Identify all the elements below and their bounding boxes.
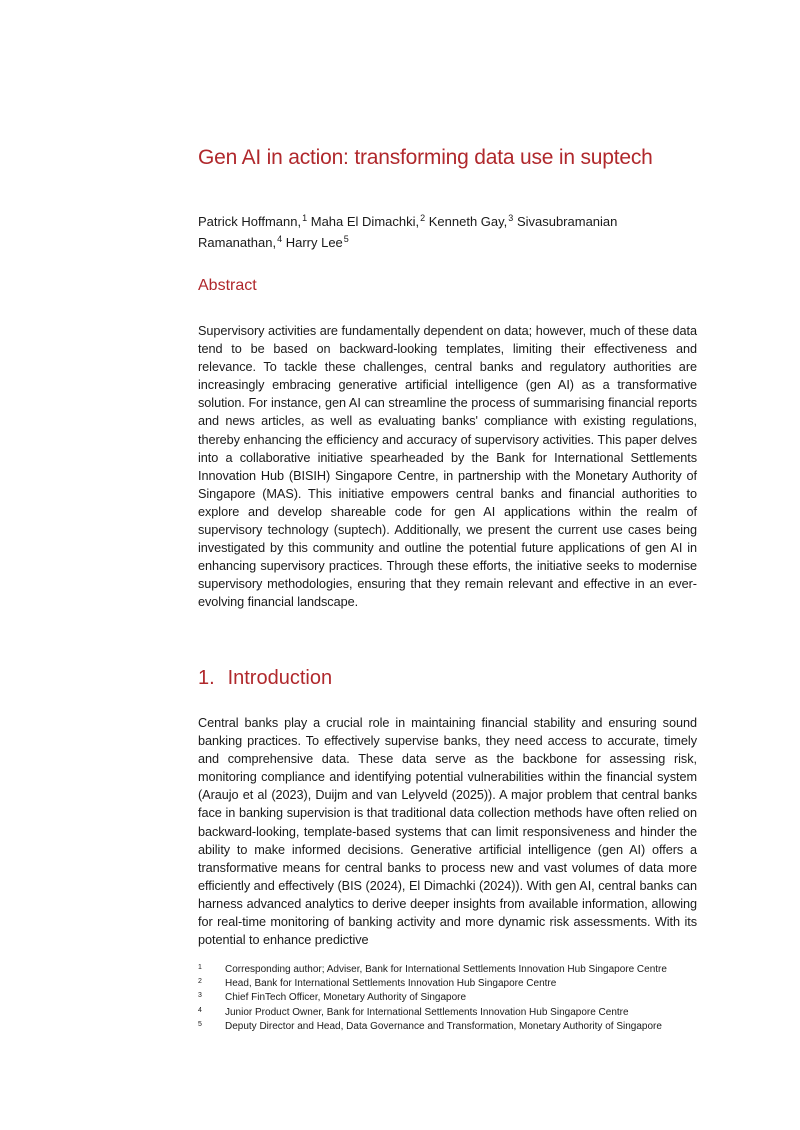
footnote-number: 2 — [198, 978, 202, 986]
author-footnote-mark: 1 — [302, 212, 308, 223]
footnote-number: 1 — [198, 964, 202, 971]
abstract-text: Supervisory activities are fundamentally dependent on data; however, much of these data tend to be based on backward-looking templates, limiting their effectiveness and relevance. To tackle these challenges, central banks and regulatory authorities are increasingly embracing generative artificial intelligence (gen AI) as a transformative solution. For instance, gen AI can streamline the process of summarising financial reports and news articles, as well as evaluating banks' compliance with existing regulations, thereby enhancing the efficiency and accuracy of supervisory activities. This paper delves into a collaborative initiative spearheaded by the Bank for International Settlements Innovation Hub (BISIH) Singapore Centre, in partnership with the Monetary Authority of Singapore (MAS). This initiative empowers central banks and financial authorities to explore and develop shareable code for gen AI applications within the realm of supervisory technology (suptech). Additionally, we present the current use cases being investigated by this community and outline the potential future applications of gen AI in enhancing supervisory practices. Through these efforts, the initiative seeks to modernise supervisory methodologies, ensuring that they remain relevant and effective in an ever-evolving financial landscape. — [198, 324, 697, 610]
footnote-number: 4 — [198, 1006, 202, 1014]
footnote-text: Corresponding author; Adviser, Bank for International Settlements Innovation Hub Singapore Centre — [225, 964, 667, 975]
footnote — [198, 963, 718, 977]
footnote-number: 3 — [198, 992, 202, 1000]
footnote — [198, 977, 718, 991]
footnote-text: Junior Product Owner, Bank for International Settlements Innovation Hub Singapore Centre — [225, 1006, 629, 1018]
author-name: Sivasubramanian Ramanathan, — [198, 214, 618, 250]
footnote — [198, 991, 718, 1005]
author-name: Patrick Hoffmann, — [198, 214, 302, 229]
paper-title: Gen AI in action: transforming data use in suptech — [198, 146, 653, 169]
author-footnote-mark: 2 — [420, 212, 426, 223]
author-list — [198, 211, 697, 253]
author-footnote-mark: 3 — [508, 212, 514, 223]
footnote-text: Deputy Director and Head, Data Governance and Transformation, Monetary Authority of Singapore — [225, 1020, 662, 1032]
footnote-text: Chief FinTech Officer, Monetary Authority of Singapore — [225, 992, 467, 1004]
section-title: Introduction — [227, 667, 333, 689]
footnote — [198, 1020, 718, 1034]
abstract-heading: Abstract — [198, 277, 257, 294]
author-name: Harry Lee — [285, 235, 343, 250]
section-number: 1. — [198, 667, 215, 689]
footnote-number: 5 — [198, 1020, 202, 1028]
section-heading-introduction — [198, 664, 332, 692]
author-name: Maha El Dimachki, — [310, 214, 420, 229]
author-footnote-mark: 4 — [277, 233, 283, 244]
footnote-text: Head, Bank for International Settlements Innovation Hub Singapore Centre — [225, 978, 557, 990]
footnote — [198, 1006, 718, 1020]
author-footnote-mark: 5 — [343, 233, 349, 244]
author-name: Kenneth Gay, — [428, 214, 508, 229]
introduction-text: Central banks play a crucial role in maintaining financial stability and ensuring sound banking practices. To effectively supervise banks, they need access to accurate, timely and comprehensive data. These data serve as the backbone for assessing risk, monitoring compliance and identifying potential vulnerabilities within the financial system (Araujo et al (2023), Duijm and van Lelyveld (2025)). A major problem that central banks face in banking supervision is that traditional data collection methods have often relied on backward-looking, template-based systems that can limit responsiveness and hinder the ability to make informed decisions. Generative artificial intelligence (gen AI) offers a transformative means for central banks to process new and vast volumes of data more efficiently and effectively (BIS (2024), El Dimachki (2024)). With gen AI, central banks can harness advanced analytics to derive deeper insights from available information, allowing for real-time monitoring of banking activity and more dynamic risk assessments. With its potential to enhance predictive — [198, 716, 697, 948]
footnote-list — [198, 963, 718, 1034]
